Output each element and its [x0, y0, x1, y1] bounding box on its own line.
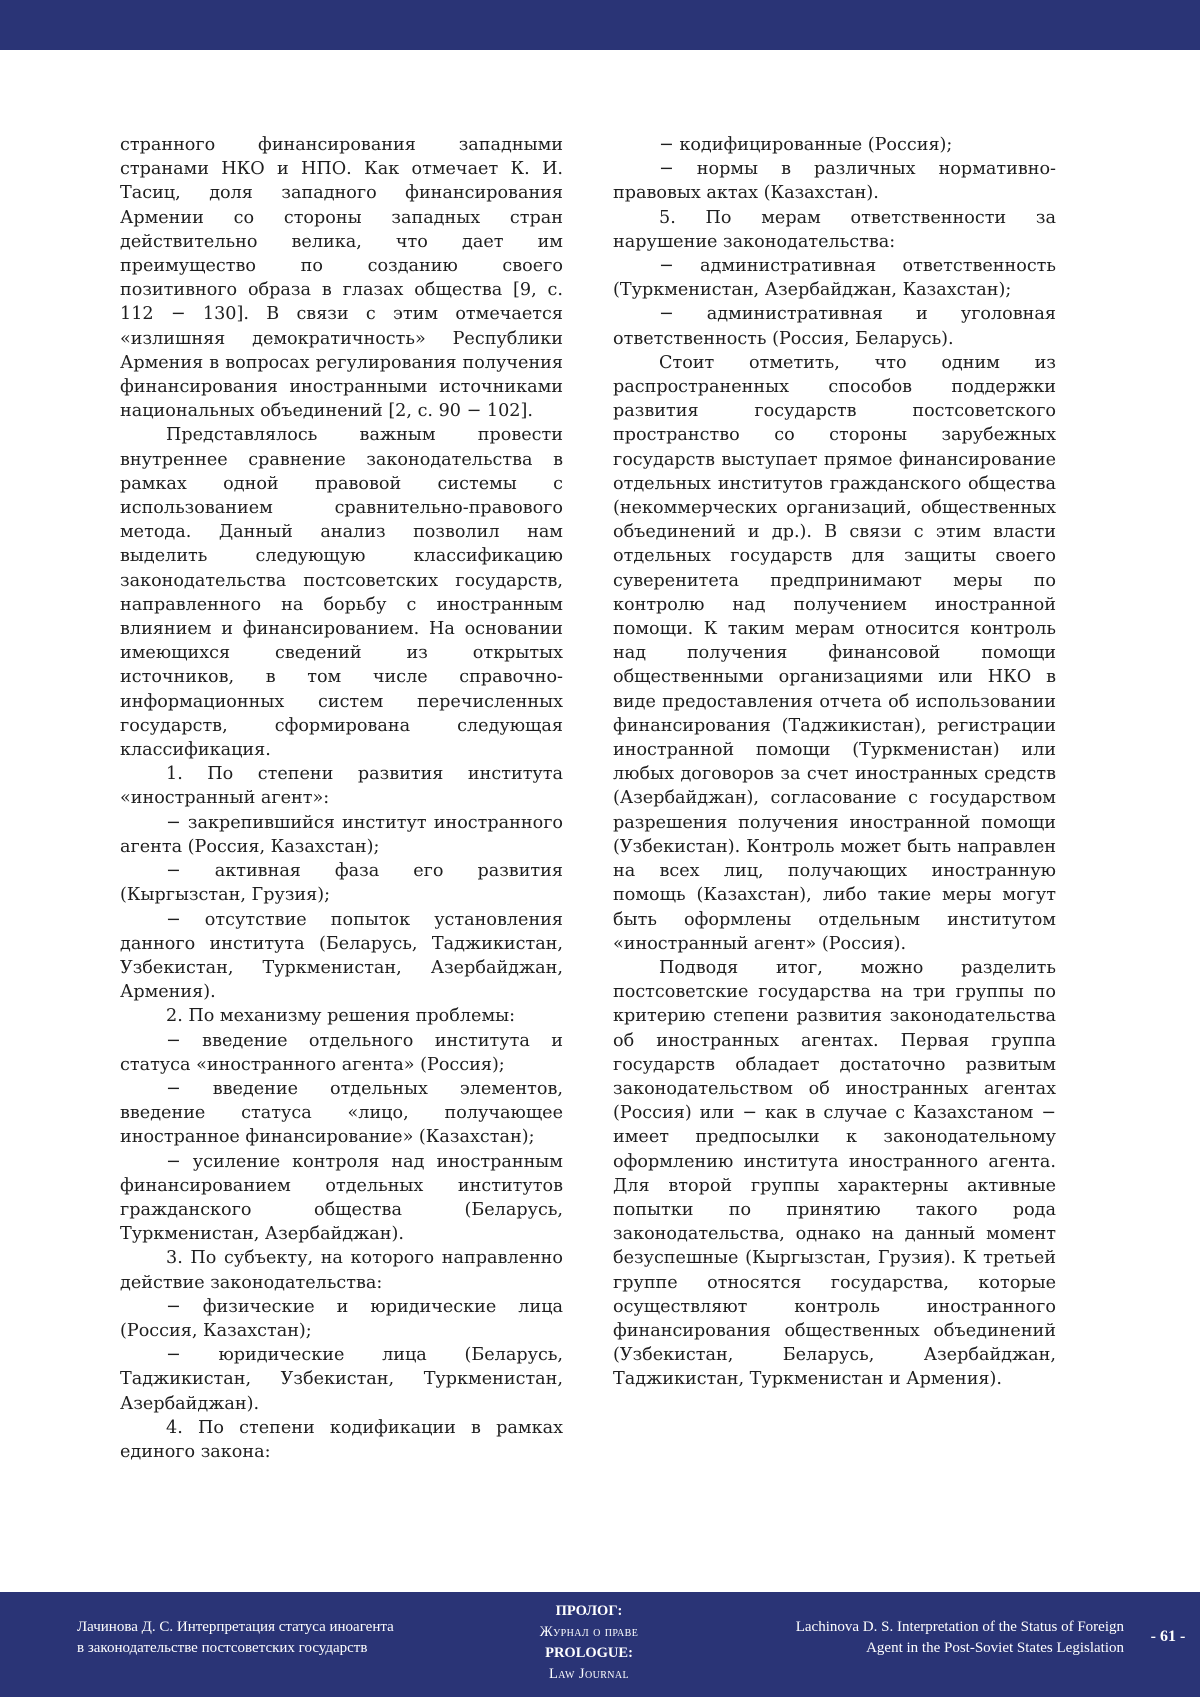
- right-column: [613, 133, 1056, 1392]
- paragraph: Стоит отметить, что одним из распространенных способов поддержки развития государств постсоветского пространство со стороны зарубежных государств выступает прямое финансирование отдельных институтов гражданского общества (некоммерческих организаций, общественных объединений и др.). В связи с этим власти отдельных государств для защиты своего суверенитета предпринимают меры по контролю над получением иностранной помощи. К таким мерам относится контроль над получения финансовой помощи общественными организациями или НКО в виде предоставления отчета об использовании финансирования (Таджикистан), регистрации иностранной помощи (Туркменистан) или любых договоров за счет иностранных средств (Азербайджан), согласование с государством разрешения получения иностранной помощи (Узбекистан). Контроль может быть направлен на всех лиц, получающих иностранную помощь (Казахстан), либо такие меры могут быть оформлены отдельным институтом «иностранный агент» (Россия).: [613, 352, 1056, 954]
- list-item: − нормы в различных нормативно-правовых актах (Казахстан).: [613, 159, 1056, 204]
- list-item: − юридические лица (Беларусь, Таджикистан, Узбекистан, Туркменистан, Азербайджан).: [120, 1345, 563, 1414]
- list-heading: 2. По механизму решения проблемы:: [166, 1006, 516, 1027]
- footer-bar: [0, 1592, 1200, 1697]
- list-heading: 4. По степени кодификации в рамках единого закона:: [120, 1417, 563, 1462]
- list-item: − введение отдельного института и статуса «иностранного агента» (Россия);: [120, 1030, 563, 1075]
- footer-article-en-line2: Agent in the Post-Soviet States Legislation: [866, 1640, 1124, 1656]
- list-heading: 1. По степени развития института «иностранный агент»:: [120, 764, 563, 809]
- footer-article-ru-line2: в законодательстве постсоветских государств: [77, 1640, 368, 1656]
- journal-ru-subtitle: Журнал о праве: [539, 1624, 639, 1640]
- footer-article-ru: [77, 1617, 437, 1659]
- list-item: − усиление контроля над иностранным финансированием отдельных институтов гражданского общества (Беларусь, Туркменистан, Азербайджан).: [120, 1151, 563, 1245]
- list-item: − отсутствие попыток установления данного института (Беларусь, Таджикистан, Узбекистан, Туркменистан, Азербайджан, Армения).: [120, 909, 563, 1003]
- list-item: − административная и уголовная ответственность (Россия, Беларусь).: [613, 304, 1056, 349]
- list-item: − введение отдельных элементов, введение статуса «лицо, получающее иностранное финансирование» (Казахстан);: [120, 1078, 563, 1148]
- footer-article-en: [740, 1617, 1124, 1659]
- page-number: - 61 -: [1150, 1628, 1186, 1645]
- footer-article-en-line1: Lachinova D. S. Interpretation of the Status of Foreign: [795, 1619, 1124, 1635]
- list-heading: 5. По мерам ответственности за нарушение законодательства:: [613, 207, 1056, 252]
- journal-en-subtitle: Law Journal: [548, 1666, 630, 1682]
- list-item: − кодифицированные (Россия);: [659, 135, 953, 155]
- list-item: − закрепившийся институт иностранного агента (Россия, Казахстан);: [120, 812, 563, 857]
- paragraph: Представлялось важным провести внутреннее сравнение законодательства в рамках одной правовой системы с использованием сравнительно-правового метода. Данный анализ позволил нам выделить следующую классификацию законодательства постсоветских государств, направленного на борьбу с иностранным влиянием и финансированием. На основании имеющихся сведений из открытых источников, в том числе справочно-информационных систем перечисленных государств, сформирована следующая классификация.: [120, 425, 563, 761]
- header-bar: [0, 0, 1200, 50]
- list-item: − физические и юридические лица (Россия, Казахстан);: [120, 1296, 563, 1341]
- paragraph: Подводя итог, можно разделить постсоветские государства на три группы по критерию степени развития законодательства об иностранных агентах. Первая группа государств обладает достаточно развитым законодательством об иностранных агентах (Россия) или − как в случае с Казахстаном − имеет предпосылки к законодательному оформлению института иностранного агента. Для второй группы характерны активные попытки по принятию такого рода законодательства, однако на данный момент безуспешные (Кыргызстан, Грузия). К третьей группе относятся государства, которые осуществляют контроль иностранного финансирования общественных объединений (Узбекистан, Беларусь, Азербайджан, Таджикистан, Туркменистан и Армения).: [613, 957, 1056, 1390]
- left-column: [120, 133, 563, 1464]
- list-heading: 3. По субъекту, на которого направленно действие законодательства:: [120, 1248, 563, 1293]
- journal-ru-title: ПРОЛОГ:: [555, 1603, 623, 1619]
- footer-article-ru-line1: Лачинова Д. С. Интерпретация статуса иноагента: [77, 1619, 394, 1635]
- list-item: − активная фаза его развития (Кыргызстан, Грузия);: [120, 861, 563, 906]
- paragraph: странного финансирования западными странами НКО и НПО. Как отмечает К. И. Тасиц, доля западного финансирования Армении со стороны западных стран действительно велика, что дает им преимущество по созданию своего позитивного образа в глазах общества [9, с. 112 − 130]. В связи с этим отмечается «излишняя демократичность» Республики Армения в вопросах регулирования получения финансирования иностранными источниками национальных объединений [2, с. 90 − 102].: [120, 135, 563, 422]
- journal-logo: [480, 1601, 698, 1685]
- journal-en-title: PROLOGUE:: [545, 1645, 633, 1661]
- list-item: − административная ответственность (Туркменистан, Азербайджан, Казахстан);: [613, 256, 1056, 301]
